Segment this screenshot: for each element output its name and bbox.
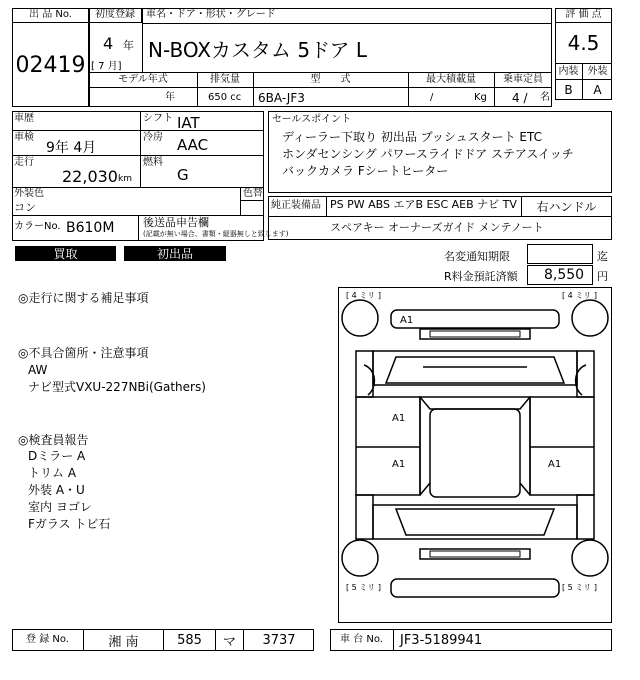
defect-2: ナビ型式VXU-227NBi(Gathers): [28, 380, 206, 394]
exterior-label: 外装: [583, 63, 612, 80]
buy-button[interactable]: 買取: [15, 246, 116, 261]
equip: PS PW ABS エアB ESC AEB ナビ TV: [330, 198, 517, 211]
reg-number: 3737: [262, 632, 296, 648]
car-name-label: 車名・ドア・形状・グレード: [146, 9, 276, 20]
capacity: 4 /: [512, 91, 528, 105]
tire-rear-left-label: [ 5 ミリ ]: [346, 583, 381, 592]
mileage-unit: km: [118, 174, 132, 184]
exterior-score: A: [593, 83, 602, 97]
inspector-2: トリム A: [28, 466, 77, 480]
type-label: 型 式: [310, 74, 351, 85]
inspector-4: 室内 ヨゴレ: [28, 500, 92, 514]
reg-kana: マ: [216, 629, 244, 651]
tire-front-left-label: [ 4 ミリ ]: [346, 291, 381, 300]
name-change-box: [527, 244, 593, 264]
model-type: 6BA-JF3: [258, 91, 305, 105]
sales-points-label: セールスポイント: [272, 114, 352, 125]
chassis-label: 車 台 No.: [330, 629, 394, 651]
max-load-unit: Kg: [474, 92, 487, 103]
fuel-label: 燃料: [143, 157, 163, 168]
sales-point-1: ディーラー下取り 初出品 ブッシュスタート ETC: [282, 130, 542, 144]
shaken-label: 車検: [14, 132, 34, 143]
history-label: 車歴: [14, 113, 34, 124]
shift-label: シフト: [143, 113, 173, 124]
color-change-label: 色替: [243, 188, 263, 199]
tire-rear-right: [572, 540, 608, 576]
damage-mark-right-rear: A1: [548, 459, 562, 470]
sales-point-2: ホンダセンシング パワースライドドア ステアスイッチ: [282, 147, 574, 161]
sales-point-3: バックカメラ Fシートヒーター: [282, 164, 449, 178]
car-name: N-BOXカスタム 5ドア L: [148, 38, 367, 62]
displacement: 650 cc: [208, 92, 242, 103]
recycle-unit: 円: [597, 270, 608, 283]
recycle: 8,550: [544, 267, 585, 283]
tire-rear-left: [342, 540, 378, 576]
color-no: B610M: [66, 220, 115, 236]
shaken: 9年 4月: [46, 140, 97, 156]
damage-mark-left-front: A1: [392, 413, 406, 424]
damage-mark-bumper: A1: [400, 315, 414, 326]
model-year-unit: 年: [165, 92, 175, 103]
max-load-sep: /: [430, 92, 434, 103]
inspector-title: ◎検査員報告: [18, 433, 89, 447]
color-no-label: カラーNo.: [14, 221, 61, 232]
lot-no-label: 出 品 No.: [12, 8, 89, 23]
after-sale-label: 後送品申告欄: [143, 216, 209, 229]
first-reg-year-unit: 年: [123, 39, 134, 52]
ac-label: 冷房: [143, 132, 163, 143]
tire-rear-right-label: [ 5 ミリ ]: [562, 583, 597, 592]
reg-no-label: 登 録 No.: [12, 629, 84, 651]
car-diagram: [338, 287, 612, 623]
tire-front-left: [342, 300, 378, 336]
tire-front-right: [572, 300, 608, 336]
ac: AAC: [177, 136, 209, 154]
inspector-5: Fガラス トビ石: [28, 517, 111, 531]
damage-mark-left-rear: A1: [392, 459, 406, 470]
recycle-label: R料金預託済額: [444, 270, 518, 283]
interior-label: 内装: [555, 63, 583, 80]
reg-area: 湘 南: [84, 629, 164, 651]
chassis: JF3-5189941: [400, 633, 483, 648]
capacity-label: 乗車定員: [503, 74, 543, 85]
lot-no: 02419: [15, 52, 86, 78]
handle: 右ハンドル: [536, 199, 597, 214]
first-listing-button[interactable]: 初出品: [124, 246, 226, 261]
capacity-unit: 名: [540, 92, 550, 103]
mileage: 22,030: [62, 167, 118, 186]
first-reg-month: [ 7 月]: [91, 61, 122, 72]
inspector-1: Dミラー A: [28, 449, 86, 463]
defects-title: ◎不具合箇所・注意事項: [18, 346, 149, 360]
defect-1: AW: [28, 363, 48, 377]
tire-front-right-label: [ 4 ミリ ]: [562, 291, 597, 300]
ext-color: コン: [14, 201, 36, 214]
interior-score: B: [555, 80, 583, 100]
score-label: 評 価 点: [555, 8, 612, 23]
fuel: G: [177, 166, 189, 184]
inspector-3: 外装 A・U: [28, 483, 85, 497]
displacement-label: 排気量: [210, 74, 240, 85]
shift: IAT: [177, 114, 200, 132]
first-reg-year: 4: [103, 34, 114, 53]
after-sale-note: (記載が無い場合、書類・縦器無しと致します): [143, 230, 289, 238]
equip-2: スペアキー オーナーズガイド メンテノート: [330, 221, 544, 234]
name-change-label: 名変通知期限: [444, 250, 510, 263]
mileage-label: 走行: [14, 157, 34, 168]
reg-class: 585: [164, 629, 216, 651]
max-load-label: 最大積載量: [426, 74, 476, 85]
equip-label: 純正装備品: [271, 200, 321, 211]
model-year-label: モデル年式: [118, 74, 168, 85]
first-reg-label: 初度登録: [89, 8, 142, 23]
score: 4.5: [567, 31, 600, 55]
name-change-unit: 迄: [597, 250, 608, 263]
driving-notes-title: ◎走行に関する補足事項: [18, 291, 149, 305]
ext-color-label: 外装色: [14, 188, 44, 199]
